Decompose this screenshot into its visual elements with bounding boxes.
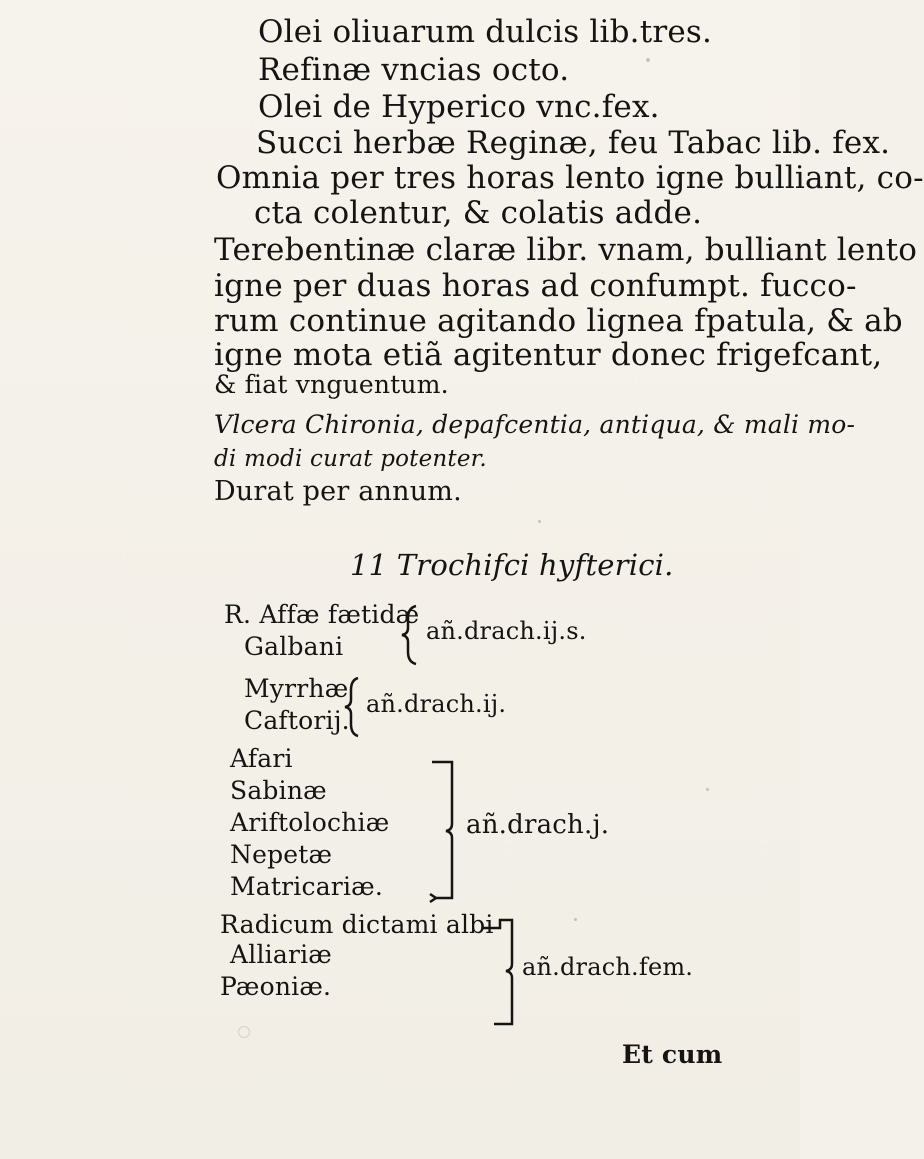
ingredient: Nepetæ (230, 840, 333, 869)
usage-line: di modi curat potenter. (214, 446, 487, 472)
section-heading: 11 Trochifci hyfterici. (350, 548, 674, 582)
dose: añ.drach.ij. (366, 690, 507, 718)
usage-line: Vlcera Chironia, depafcentia, antiqua, & mali mo- (214, 410, 856, 439)
recipe-line: rum continue agitando lignea fpatula, & ab (214, 303, 903, 339)
dose: añ.drach.j. (466, 810, 610, 840)
recipe-line: Terebentinæ claræ libr. vnam, bulliant lento (214, 232, 918, 268)
recipe-line: Olei de Hyperico vnc.fex. (258, 89, 660, 125)
ingredient: Ariftolochiæ (230, 808, 390, 837)
paper-speck (574, 918, 577, 921)
dose: añ.drach.ij.s. (426, 617, 587, 645)
recipe-line: Succi herbæ Reginæ, feu Tabac lib. fex. (256, 125, 891, 161)
recipe-line: igne mota etiã agitentur donec frigefcant, (214, 337, 883, 373)
ingredient: Pæoniæ. (220, 972, 332, 1001)
dose: añ.drach.fem. (522, 953, 694, 981)
recipe-line: Omnia per tres horas lento igne bulliant, co- (216, 160, 924, 196)
paper-speck (238, 1026, 250, 1038)
ingredient: Afari (230, 744, 293, 773)
ingredient: Caftorij. (244, 706, 350, 735)
brace-icon (480, 914, 520, 1032)
catchword: Et cum (622, 1040, 723, 1069)
ingredient: Alliariæ (230, 940, 332, 969)
recipe-line: igne per duas horas ad confumpt. fucco- (214, 268, 857, 304)
ingredient: Galbani (244, 632, 344, 661)
recipe-line: & fiat vnguentum. (214, 370, 449, 399)
recipe-line: cta colentur, & colatis adde. (254, 195, 703, 231)
duration-line: Durat per annum. (214, 476, 462, 507)
paper-speck (646, 58, 650, 62)
brace-icon (398, 604, 422, 666)
ingredient: Sabinæ (230, 776, 327, 805)
brace-icon (342, 676, 364, 738)
recipe-line: Olei oliuarum dulcis lib.tres. (258, 14, 713, 50)
ingredient: Matricariæ. (230, 872, 383, 901)
ingredient: R. Affæ fætidæ (224, 600, 420, 629)
brace-icon (426, 758, 460, 904)
paper-speck (538, 520, 541, 523)
ingredient: Radicum dictami albi (220, 910, 494, 939)
recipe-line: Refinæ vncias octo. (258, 52, 570, 88)
ingredient: Myrrhæ (244, 674, 349, 703)
paper-speck (706, 788, 709, 791)
